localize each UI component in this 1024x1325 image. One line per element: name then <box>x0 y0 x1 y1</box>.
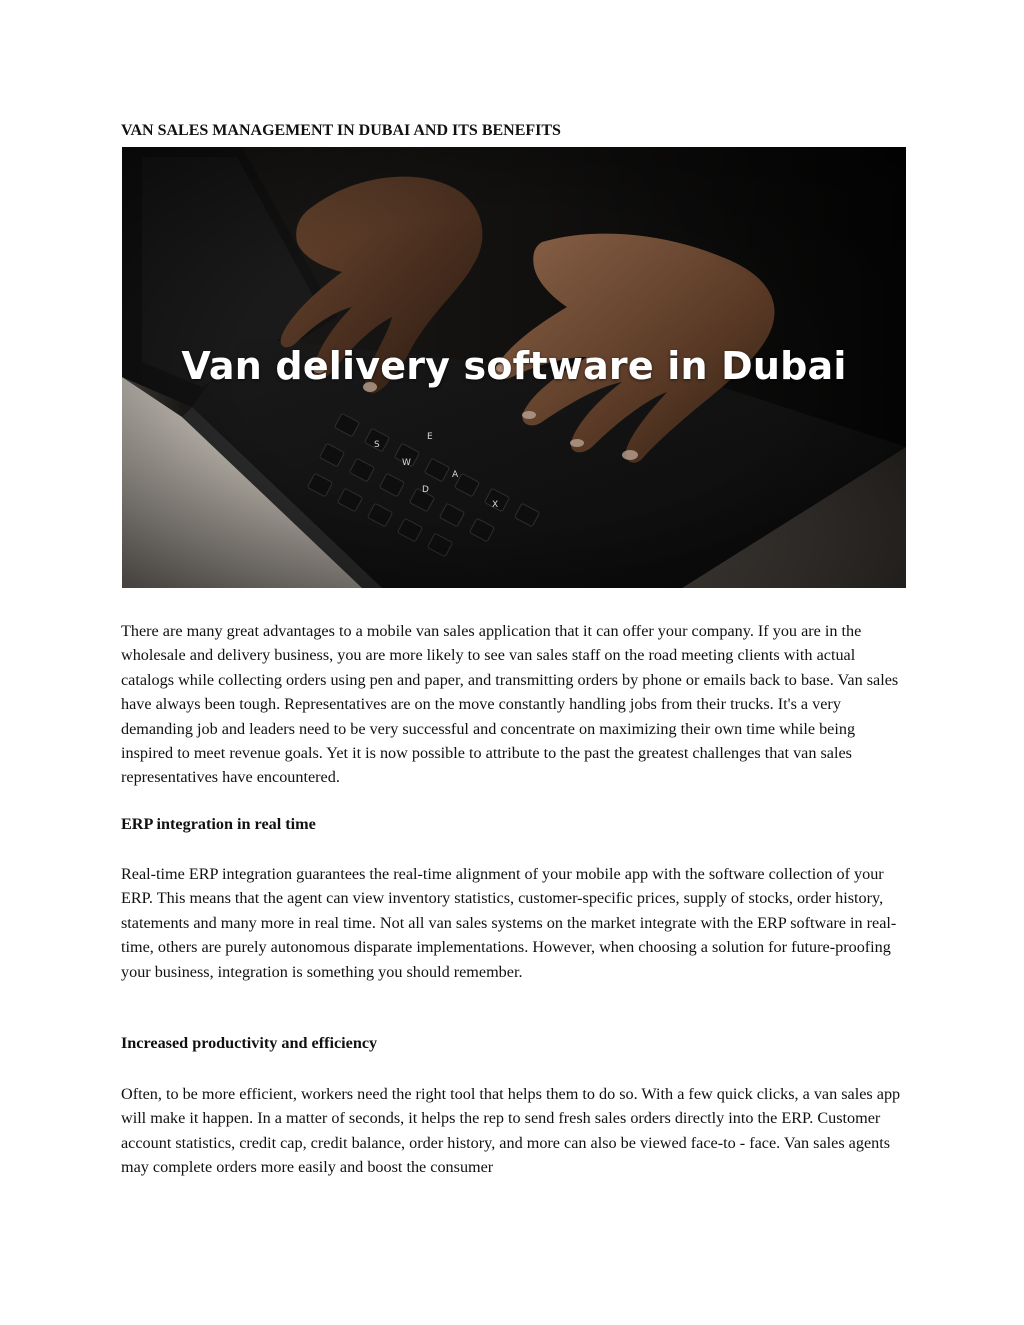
hero-image <box>122 147 906 588</box>
section-heading-erp: ERP integration in real time <box>121 815 316 833</box>
productivity-paragraph: Often, to be more efficient, workers need the right tool that helps them to do so. With a few quick clicks, a van sales app will make it happen. In a matter of seconds, it helps the rep to send fresh sales orders directly into the ERP. Customer account statistics, credit cap, credit balance, order history, and more can also be viewed face-to - face. Van sales agents may complete orders more easily and boost the consumer <box>121 1085 901 1177</box>
document-title: VAN SALES MANAGEMENT IN DUBAI AND ITS BENEFITS <box>121 122 561 139</box>
intro-paragraph: There are many great advantages to a mobile van sales application that it can offer your company. If you are in the wholesale and delivery business, you are more likely to see van sales staff on the road meeting clients with actual catalogs while collecting orders using pen and paper, and transmitting orders by phone or emails back to base. Van sales have always been tough. Representatives are on the move constantly handling jobs from their trucks. It's a very demanding job and leaders need to be very successful and concentrate on maximizing their own time while being inspired to meet revenue goals. Yet it is now possible to attribute to the past the greatest challenges that van sales representatives have encountered. <box>121 622 899 787</box>
erp-paragraph: Real-time ERP integration guarantees the real-time alignment of your mobile app with the software collection of your ERP. This means that the agent can view inventory statistics, customer-specific prices, supply of stocks, order history, statements and many more in real time. Not all van sales systems on the market integrate with the ERP software in real-time, others are purely autonomous disparate implementations. However, when choosing a solution for future-proofing your business, integration is something you should remember. <box>121 865 897 981</box>
hero-caption: Van delivery software in Dubai <box>181 344 847 388</box>
section-heading-productivity: Increased productivity and efficiency <box>121 1034 378 1052</box>
